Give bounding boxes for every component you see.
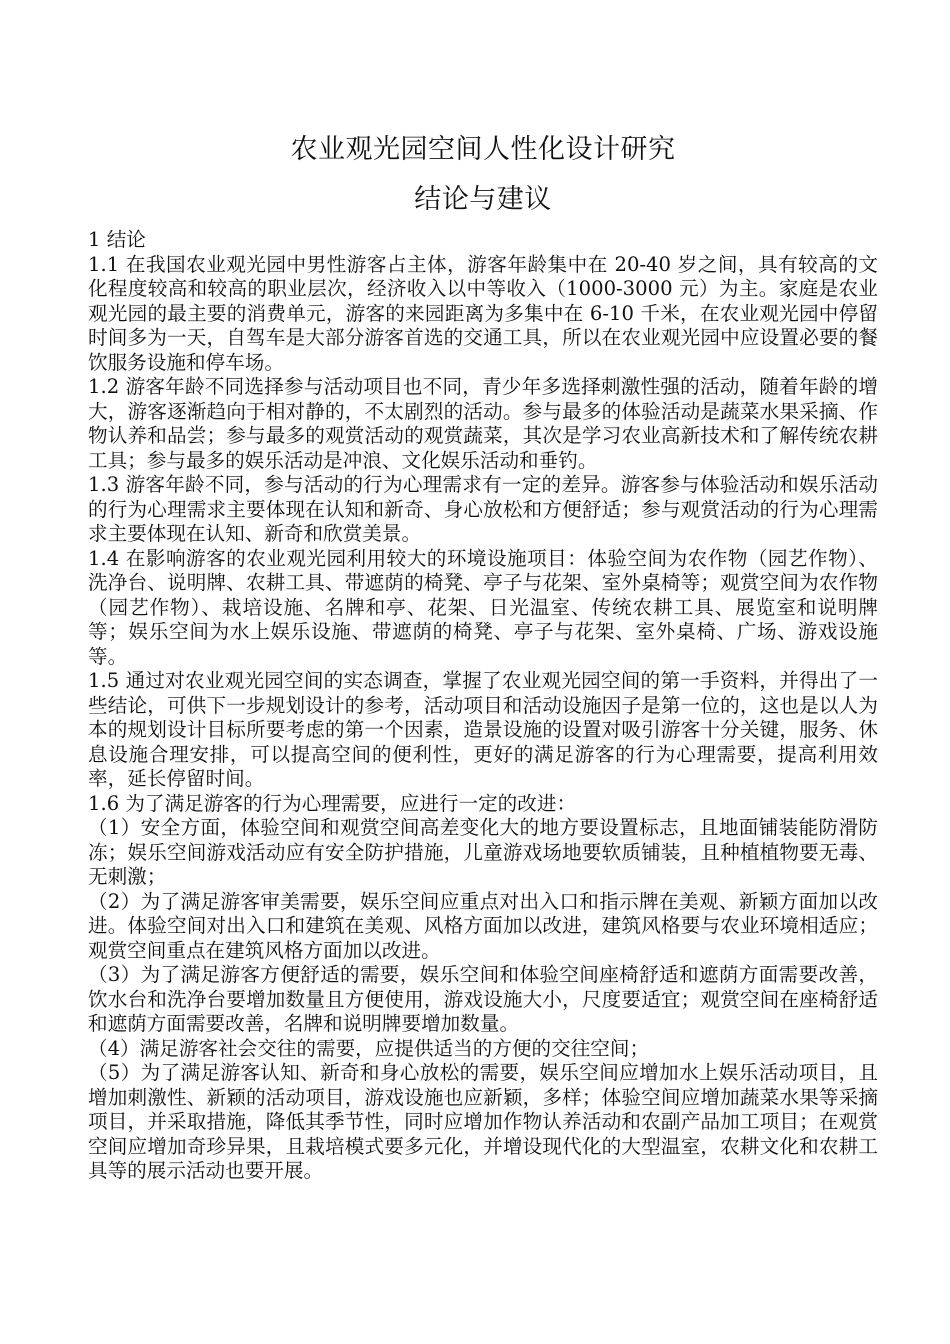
paragraph-1-5: 1.5 通过对农业观光园空间的实态调查，掌握了农业观光园空间的第一手资料，并得出了一些结论，可供下一步规划设计的参考，活动项目和活动设施因子是第一位的，这也是以人为本的规划设计目标所要考虑的第一个因素，造景设施的设置对吸引游客十分关键，服务、休息设施合理安排，可以提高空间的便利性，更好的满足游客的行为心理需要，提高利用效率，延长停留时间。: [88, 669, 878, 790]
document-subtitle: 结论与建议: [414, 184, 552, 215]
document-page: [88, 128, 878, 1184]
list-item-3: （3）为了满足游客方便舒适的需要，娱乐空间和体验空间座椅舒适和遮荫方面需要改善，饮水台和洗净台要增加数量且方便使用，游戏设施大小，尺度要适宜；观赏空间在座椅舒适和遮荫方面需要改善，名牌和说明牌要增加数量。: [88, 963, 878, 1035]
paragraph-1-4: 1.4 在影响游客的农业观光园利用较大的环境设施项目：体验空间为农作物（园艺作物）、洗净台、说明牌、农耕工具、带遮荫的椅凳、亭子与花架、室外桌椅等；观赏空间为农作物（园艺作物）、栽培设施、名牌和亭、花架、日光温室、传统农耕工具、展览室和说明牌等；娱乐空间为水上娱乐设施、带遮荫的椅凳、亭子与花架、室外桌椅、广场、游戏设施等。: [88, 546, 878, 668]
paragraph-1-3: 1.3 游客年龄不同，参与活动的行为心理需求有一定的差异。游客参与体验活动和娱乐活动的行为心理需求主要体现在认知和新奇、身心放松和方便舒适；参与观赏活动的行为心理需求主要体现在认知、新奇和欣赏美景。: [88, 473, 878, 545]
list-item-2: （2）为了满足游客审美需要，娱乐空间应重点对出入口和指示牌在美观、新颖方面加以改进。体验空间对出入口和建筑在美观、风格方面加以改进，建筑风格要与农业环境相适应；观赏空间重点在建筑风格方面加以改进。: [88, 889, 878, 962]
document-body: [88, 228, 878, 1184]
paragraph-1-2: 1.2 游客年龄不同选择参与活动项目也不同，青少年多选择刺激性强的活动，随着年龄的增大，游客逐渐趋向于相对静的，不太剧烈的活动。参与最多的体验活动是蔬菜水果采摘、作物认养和品尝；参与最多的观赏活动的观赏蔬菜，其次是学习农业高新技术和了解传统农耕工具；参与最多的娱乐活动是冲浪、文化娱乐活动和垂钓。: [88, 375, 878, 472]
paragraph-1-6: 1.6 为了满足游客的行为心理需要，应进行一定的改进：: [88, 791, 577, 815]
list-item-5: （5）为了满足游客认知、新奇和身心放松的需要，娱乐空间应增加水上娱乐活动项目，且增加刺激性、新颖的活动项目，游戏设施也应新颖，多样；体验空间应增加蔬菜水果等采摘项目，并采取措施，降低其季节性，同时应增加作物认养活动和农副产品加工项目；在观赏空间应增加奇珍异果，且栽培模式要多元化，并增设现代化的大型温室，农耕文化和农耕工具等的展示活动也要开展。: [88, 1061, 878, 1182]
section-heading-conclusion: 1 结论: [88, 228, 146, 251]
list-item-4: （4）满足游客社会交往的需要，应提供适当的方便的交往空间；: [88, 1036, 650, 1060]
paragraph-1-1: 1.1 在我国农业观光园中男性游客占主体，游客年龄集中在 20-40 岁之间，具有较高的文化程度较高和较高的职业层次，经济收入以中等收入（1000-3000 元）为主。家庭是农业观光园的最主要的消费单元，游客的来园距离为多集中在 6-10 千米，在农业观光园中停留时间多为一天，自驾车是大部分游客首选的交通工具，所以在农业观光园中应设置必要的餐饮服务设施和停车场。: [88, 252, 878, 374]
list-item-1: （1）安全方面，体验空间和观赏空间高差变化大的地方要设置标志，且地面铺装能防滑防冻；娱乐空间游戏活动应有安全防护措施，儿童游戏场地要软质铺装，且种植植物要无毒、无刺激；: [88, 816, 878, 888]
document-title: 农业观光园空间人性化设计研究: [290, 134, 676, 165]
